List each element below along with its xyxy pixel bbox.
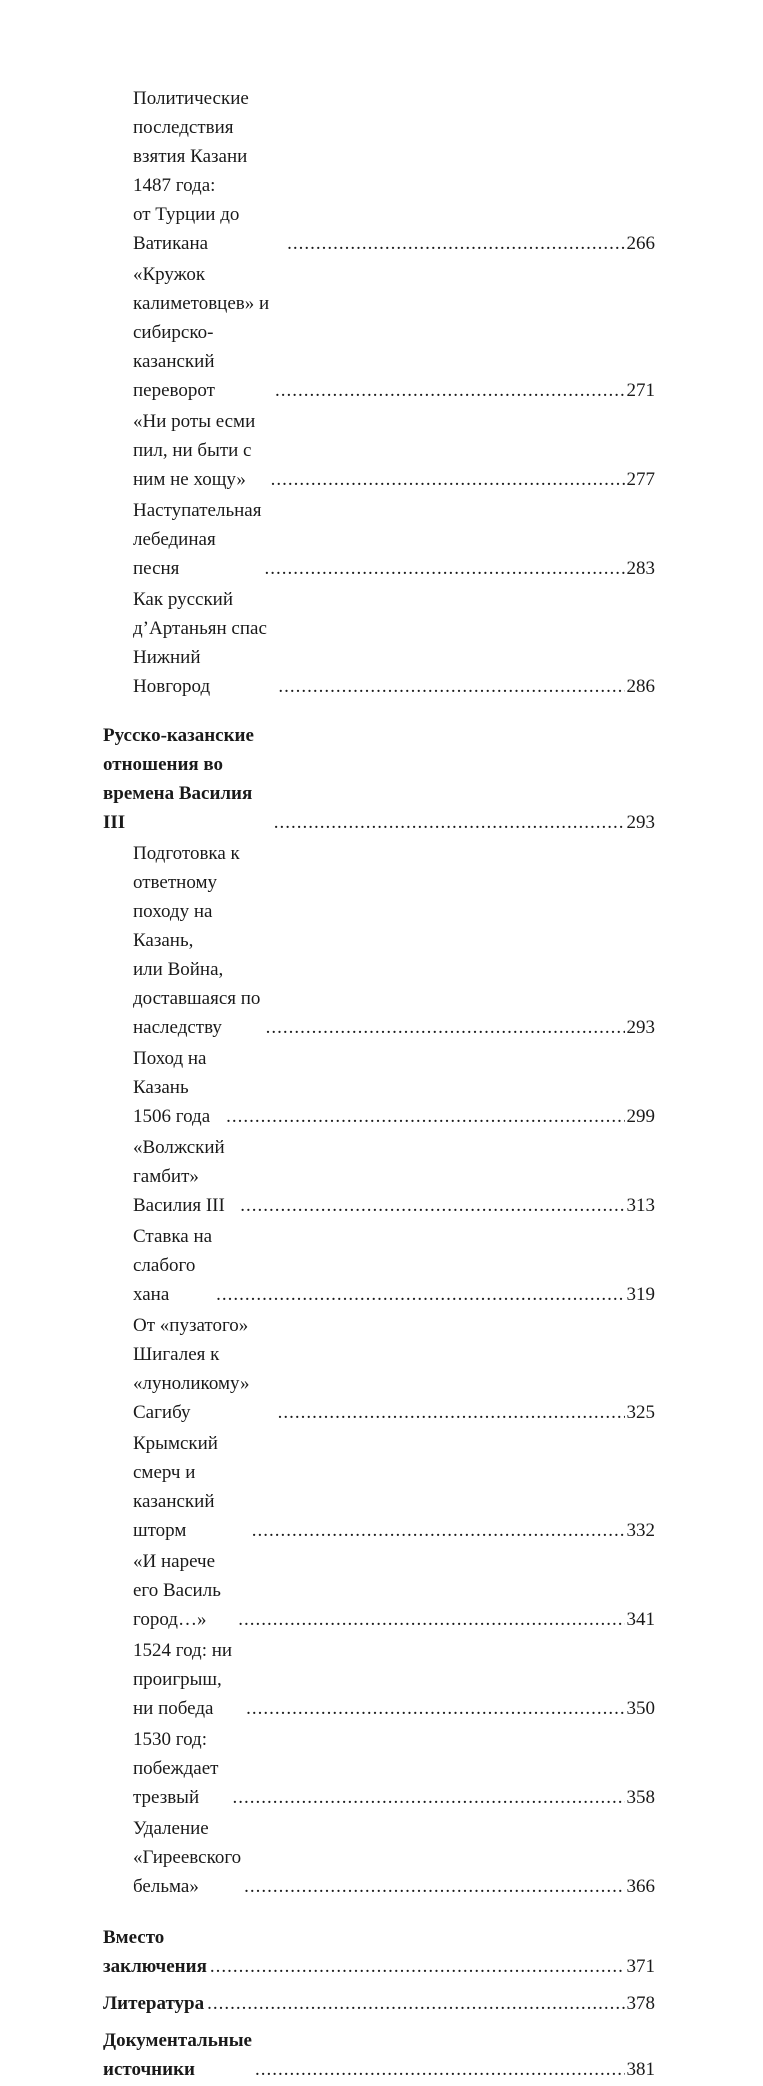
dot-leader: [271, 465, 625, 494]
toc-entry-title-line: «Ни роты есми пил, ни быти с ним не хощу»: [133, 411, 256, 490]
dot-leader: [278, 672, 624, 701]
toc-entry-title-line: Вместо заключения: [103, 1927, 207, 1977]
dot-leader: [264, 554, 624, 583]
toc-entry-title: [103, 1989, 204, 2018]
toc-entry-title: [133, 496, 261, 583]
dot-leader: [244, 1872, 624, 1901]
toc-entry-title: [133, 84, 284, 258]
toc-entry-title-line: От «пузатого» Шигалея к «луноликому» Сагибу: [133, 1315, 250, 1423]
toc-entry[interactable]: [103, 1222, 655, 1309]
toc-entry-title-line: Удаление «Гиреевского бельма»: [133, 1818, 242, 1897]
toc-entry-title: [133, 1311, 275, 1427]
toc-entry[interactable]: [103, 1429, 655, 1545]
toc-entry-title: [133, 1725, 230, 1812]
toc-entry-title-line: Наступательная лебединая песня: [133, 500, 262, 579]
toc-entry-title: [103, 721, 271, 837]
toc-chapter-entry[interactable]: [103, 2026, 655, 2084]
toc-entry-title-line: 1530 год: побеждает трезвый: [133, 1729, 219, 1808]
toc-page-number: 271: [626, 380, 655, 401]
dot-leader: [278, 1398, 625, 1427]
toc-entry-title-line: «Волжский гамбит» Василия III: [133, 1137, 225, 1216]
toc-chapter-entry[interactable]: [103, 1989, 655, 2018]
toc-entry-title: [133, 1636, 243, 1723]
toc-entry-title: [133, 407, 268, 494]
toc-page-number: 366: [626, 1876, 655, 1897]
dot-leader: [210, 1952, 625, 1981]
toc-page-number: 277: [626, 469, 655, 490]
dot-leader: [252, 1516, 625, 1545]
toc-entry-title: [103, 1923, 207, 1981]
toc-entry[interactable]: [103, 407, 655, 494]
toc-entry-title-line: 1524 год: ни проигрыш, ни победа: [133, 1640, 233, 1719]
toc-chapter-entry[interactable]: [103, 721, 655, 837]
toc-entry-title-line: или Война, доставшаяся по наследству: [133, 959, 261, 1038]
toc-entry-title: [133, 1429, 249, 1545]
toc-entry-title: [133, 1814, 241, 1901]
toc-page-number: 299: [626, 1106, 655, 1127]
table-of-contents: [103, 84, 655, 2086]
toc-entry[interactable]: [103, 585, 655, 701]
toc-entry-title-line: «Кружок калиметовцев» и сибирско-казанский: [133, 264, 270, 372]
toc-page-number: 378: [626, 1993, 655, 2014]
toc-entry[interactable]: [103, 1725, 655, 1812]
dot-leader: [255, 2055, 625, 2084]
toc-page-number: 313: [626, 1195, 655, 1216]
toc-page-number: 266: [626, 233, 655, 254]
dot-leader: [287, 229, 624, 258]
dot-leader: [233, 1783, 625, 1812]
toc-entry-title-line: Литература: [103, 1993, 205, 2014]
toc-page-number: 371: [626, 1956, 655, 1977]
dot-leader: [216, 1280, 624, 1309]
toc-page-number: 293: [626, 812, 655, 833]
toc-entry[interactable]: [103, 1636, 655, 1723]
dot-leader: [238, 1605, 624, 1634]
toc-entry-title-line: Крымский смерч и казанский шторм: [133, 1433, 218, 1541]
toc-entry-title: [133, 1547, 235, 1634]
toc-page-number: 332: [626, 1520, 655, 1541]
toc-entry-title: [133, 839, 263, 1042]
toc-page-number: 286: [626, 676, 655, 697]
toc-page-number: 293: [626, 1017, 655, 1038]
toc-entry-title-line: Подготовка к ответному походу на Казань,: [133, 843, 240, 951]
toc-entry[interactable]: [103, 1311, 655, 1427]
toc-entry[interactable]: [103, 1814, 655, 1901]
toc-entry[interactable]: [103, 1044, 655, 1131]
toc-entry-title: [103, 2026, 252, 2084]
toc-entry-title-line: Политические последствия взятия Казани 1487 года:: [133, 88, 249, 196]
dot-leader: [207, 1989, 624, 2018]
toc-entry-title: [133, 585, 275, 701]
toc-entry-title-line: Как русский д’Артаньян спас Нижний Новгород: [133, 589, 267, 697]
toc-entry-title-line: Ставка на слабого хана: [133, 1226, 213, 1305]
dot-leader: [246, 1694, 624, 1723]
dot-leader: [226, 1102, 624, 1131]
toc-entry-title: [133, 1044, 223, 1131]
toc-entry-title: [133, 260, 272, 405]
dot-leader: [274, 808, 625, 837]
dot-leader: [266, 1013, 625, 1042]
toc-entry-title: [133, 1222, 213, 1309]
toc-page-number: 319: [626, 1284, 655, 1305]
toc-page-number: 325: [626, 1402, 655, 1423]
toc-page-number: 381: [626, 2059, 655, 2080]
toc-entry-title-line: Документальные источники: [103, 2030, 252, 2080]
toc-entry[interactable]: [103, 839, 655, 1042]
toc-page-number: 350: [626, 1698, 655, 1719]
toc-entry-title-line: «И нарече его Василь город…»: [133, 1551, 221, 1630]
toc-entry-title-line: Русско-казанские отношения во времена Василия III: [103, 725, 254, 833]
toc-entry-title-line: Поход на Казань 1506 года: [133, 1048, 211, 1127]
toc-page-number: 341: [626, 1609, 655, 1630]
toc-entry[interactable]: [103, 84, 655, 258]
toc-entry-title-line: переворот: [133, 380, 215, 401]
dot-leader: [240, 1191, 624, 1220]
toc-chapter-entry[interactable]: [103, 1923, 655, 1981]
toc-entry[interactable]: [103, 1547, 655, 1634]
toc-entry[interactable]: [103, 496, 655, 583]
toc-entry-title-line: от Турции до Ватикана: [133, 204, 240, 254]
toc-page-number: 283: [626, 558, 655, 579]
toc-entry[interactable]: [103, 1133, 655, 1220]
toc-entry[interactable]: [103, 260, 655, 405]
toc-entry-title: [133, 1133, 237, 1220]
dot-leader: [275, 376, 624, 405]
toc-page-number: 358: [626, 1787, 655, 1808]
